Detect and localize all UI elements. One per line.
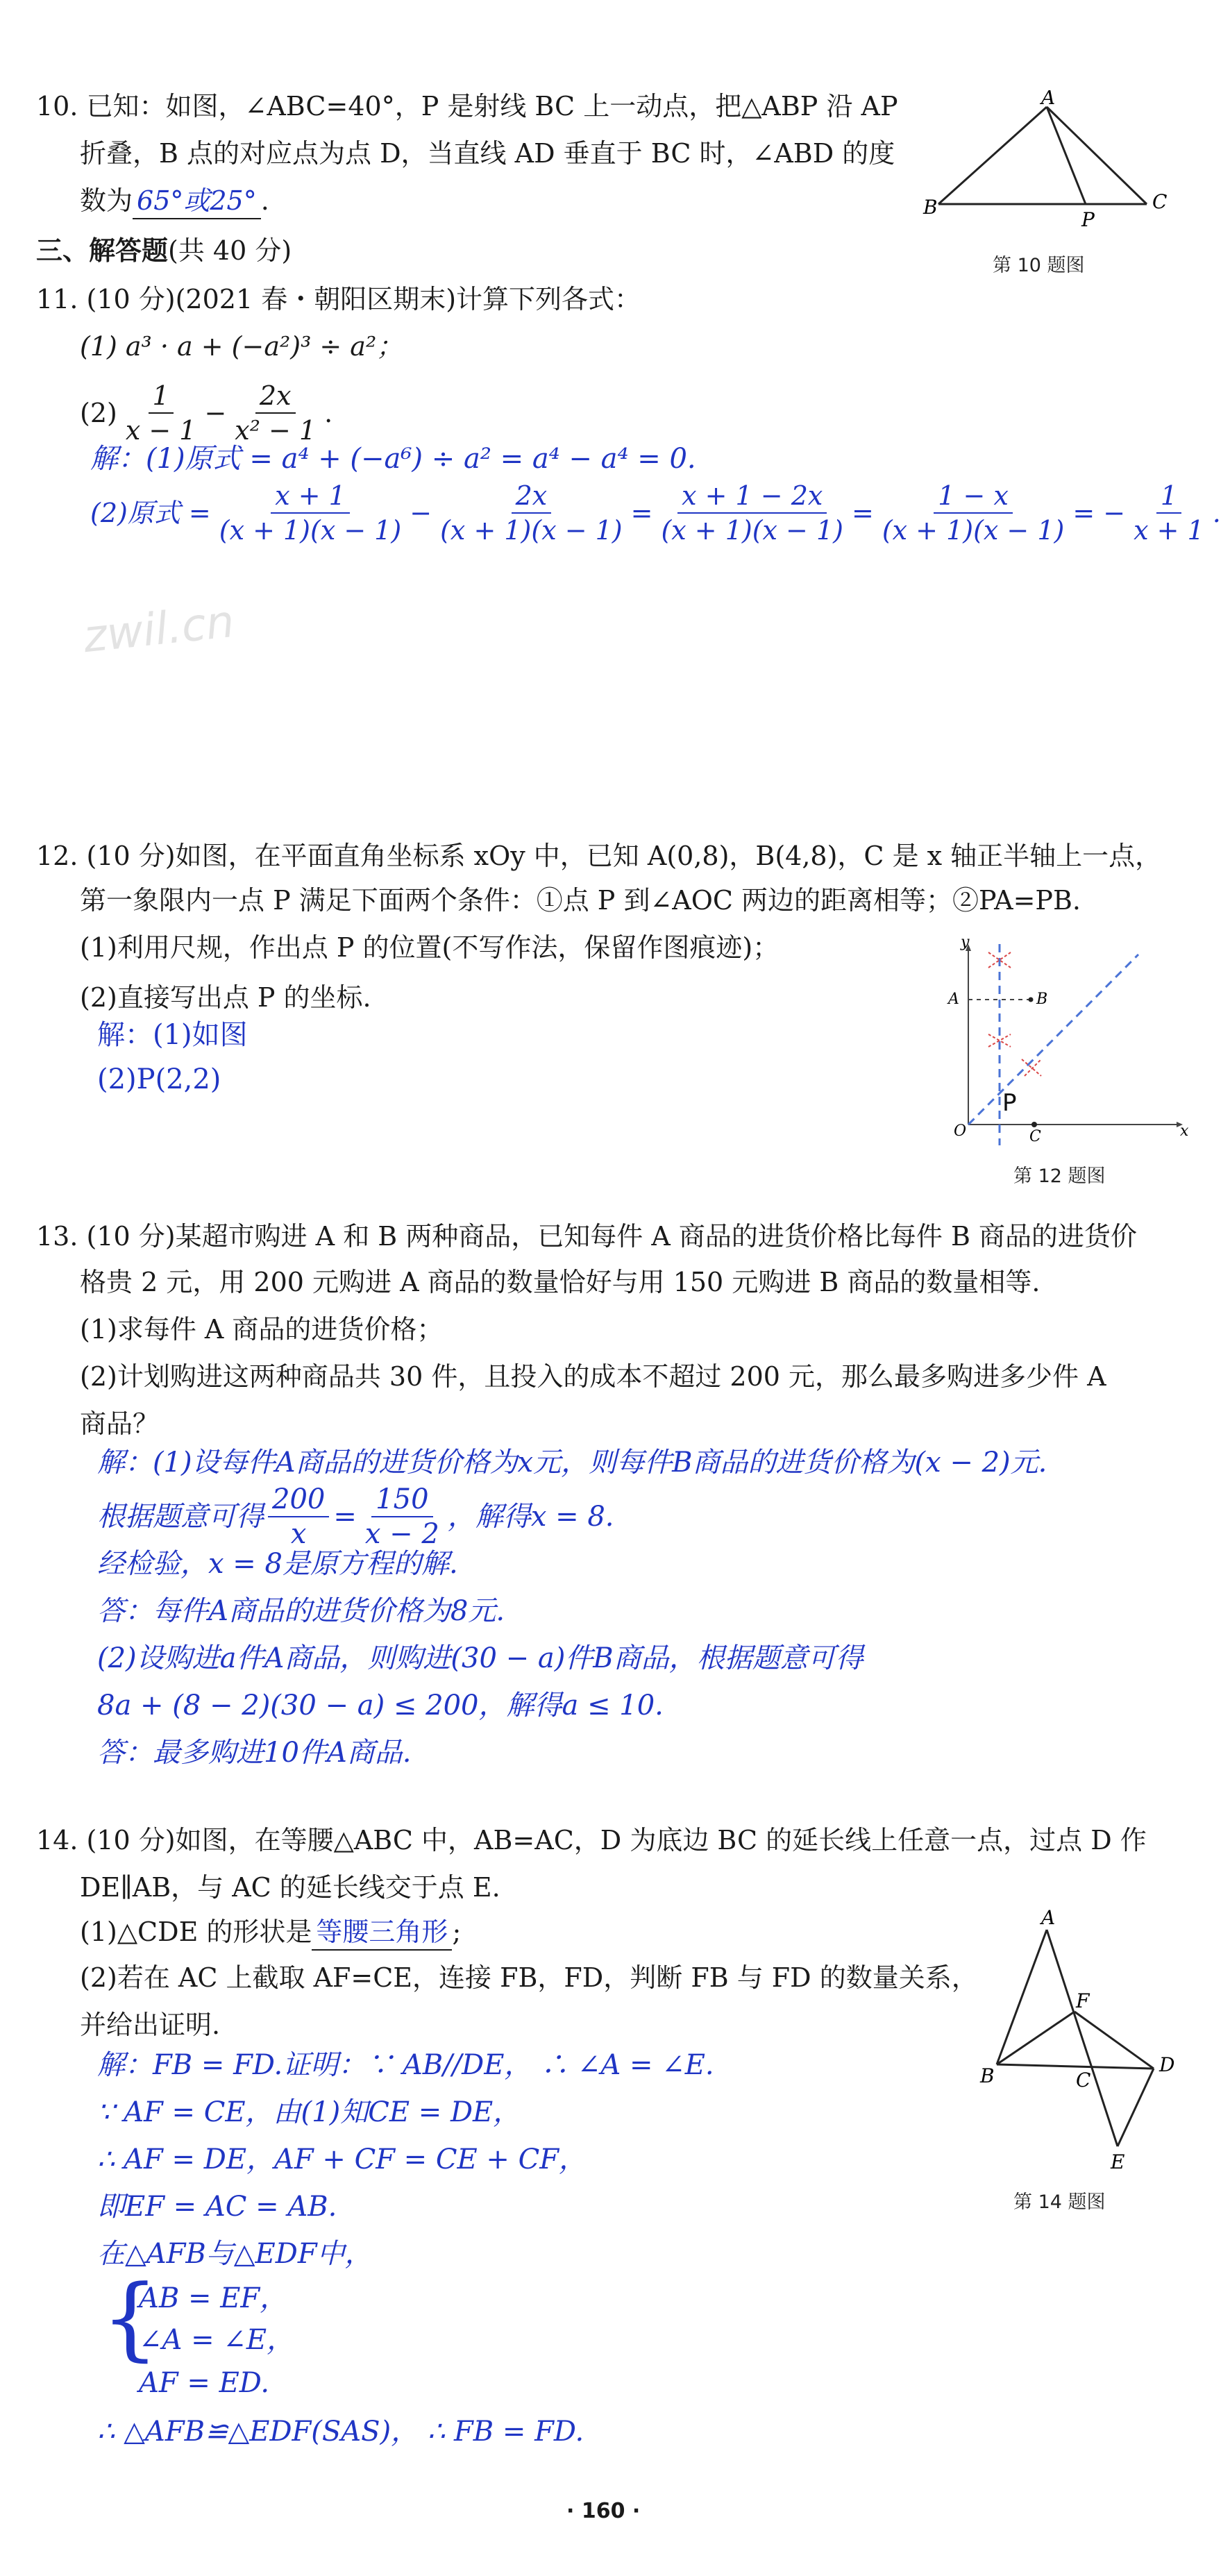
q12-solution2: (2)P(2,2)	[97, 1063, 221, 1095]
q14-line4: (2)若在 AC 上截取 AF=CE，连接 FB，FD，判断 FB 与 FD 的数量关系，	[80, 1962, 978, 1993]
q12-line3: (1)利用尺规，作出点 P 的位置(不写作法，保留作图痕迹)；	[80, 932, 780, 963]
q11-sol-frac1-den: (x + 1)(x − 1)	[219, 515, 402, 546]
q14-system-line1: AB = EF，	[139, 2282, 288, 2314]
q14-line5: 并给出证明.	[80, 2010, 221, 2040]
q12-label-p: P	[1002, 1089, 1017, 1117]
q13-sol2-prefix: 根据题意可得	[97, 1501, 264, 1533]
q13-sol2-frac1	[268, 1483, 329, 1551]
q11-sol-frac3-num: x + 1 − 2x	[677, 479, 827, 514]
q13-solution7: 答：最多购进10件A商品.	[97, 1737, 412, 1769]
q12-label-o: O	[954, 1122, 967, 1140]
q14-label-c: C	[1076, 2069, 1091, 2091]
q13-line2: 格贵 2 元，用 200 元购进 A 商品的数量恰好与用 150 元购进 B 商品的数量相等.	[80, 1267, 1041, 1297]
q11-sol-frac5	[1129, 479, 1208, 547]
q10-label-a: A	[1041, 90, 1056, 109]
q12-line2: 第一象限内一点 P 满足下面两个条件：①点 P 到∠AOC 两边的距离相等；②PA=PB.	[80, 885, 1081, 916]
q10-line3-suffix: .	[260, 185, 269, 216]
q11-sol-frac2-num: 2x	[512, 479, 552, 514]
q12-label-b: B	[1036, 991, 1048, 1008]
q11-sol-frac4-den: (x + 1)(x − 1)	[882, 515, 1065, 546]
q12-line1: 12. (10 分)如图，在平面直角坐标系 xOy 中，已知 A(0,8)，B(4,8)，C 是 x 轴正半轴上一点，	[36, 841, 1162, 871]
q14-line1: 14. (10 分)如图，在等腰△ABC 中，AB=AC，D 为底边 BC 的延长线上任意一点，过点 D 作	[36, 1825, 1147, 1855]
q14-system-line3: AF = ED.	[139, 2367, 270, 2399]
q11-solution1: 解：(1)原式 = a⁴ + (−a⁶) ÷ a² = a⁴ − a⁴ = 0.	[90, 443, 696, 475]
q13-sol2-frac2-num: 150	[371, 1483, 432, 1517]
q11-sol-op2: =	[630, 498, 653, 528]
q11-sol2-label: (2)原式 =	[90, 498, 211, 528]
q14-solution6: ∴ △AFB≌△EDF(SAS)， ∴ FB = FD.	[97, 2416, 584, 2448]
q13-sol2-frac2-den: x − 2	[364, 1518, 439, 1550]
q14-line3	[80, 1914, 461, 1951]
q13-solution1: 解：(1)设每件A商品的进货价格为x元，则每件B商品的进货价格为(x − 2)元.	[97, 1447, 1047, 1479]
q11-sol-frac4	[878, 479, 1069, 547]
q14-line3-prefix: (1)△CDE 的形状是	[80, 1917, 312, 1947]
q13-solution3: 经检验，x = 8是原方程的解.	[97, 1548, 458, 1580]
q11-part2-frac2	[230, 379, 320, 447]
q10-line3	[80, 183, 269, 219]
q14-solution2: ∵ AF = CE，由(1)知CE = DE，	[97, 2096, 521, 2128]
q11-part2	[80, 379, 332, 447]
q12-label-a: A	[948, 991, 959, 1008]
q11-sol-frac3-den: (x + 1)(x − 1)	[661, 515, 843, 546]
q14-label-a: A	[1041, 1909, 1056, 1929]
q11-sol-frac5-num: 1	[1156, 479, 1181, 514]
page-number: · 160 ·	[566, 2499, 641, 2523]
q10-answer: 65°或25°	[133, 183, 261, 219]
q13-line4: (2)计划购进这两种商品共 30 件，且投入的成本不超过 200 元，那么最多购进多少件 A	[80, 1361, 1106, 1392]
watermark: zwil.cn	[81, 596, 237, 664]
q14-solution3: ∴ AF = DE，AF + CF = CE + CF，	[97, 2144, 587, 2175]
q11-solution2	[90, 479, 1221, 547]
q14-line2: DE∥AB，与 AC 的延长线交于点 E.	[80, 1872, 500, 1903]
q11-sol-frac5-den: x + 1	[1134, 515, 1204, 546]
q11-part2-frac1-den: x − 1	[125, 415, 196, 446]
q14-caption: 第 14 题图	[1013, 2191, 1106, 2213]
q14-solution4: 即EF = AC = AB.	[97, 2191, 337, 2223]
q12-caption: 第 12 题图	[1013, 1165, 1106, 1187]
q11-stem: 11. (10 分)(2021 春・朝阳区期末)计算下列各式：	[36, 284, 641, 314]
section3-title: 三、解答题	[36, 235, 169, 266]
q13-sol2-frac2	[361, 1483, 444, 1551]
q13-solution4: 答：每件A商品的进货价格为8元.	[97, 1595, 505, 1627]
q11-part2-frac1	[121, 379, 201, 447]
q11-sol-frac1	[215, 479, 406, 547]
q12-line4: (2)直接写出点 P 的坐标.	[80, 982, 371, 1013]
q13-sol2-frac1-num: 200	[268, 1483, 329, 1517]
q14-label-e: E	[1111, 2150, 1125, 2173]
q11-part2-end: .	[324, 398, 333, 428]
section3-note: (共 40 分)	[168, 235, 292, 266]
q11-sol-frac4-num: 1 − x	[934, 479, 1013, 514]
q10-label-p: P	[1081, 208, 1095, 229]
q11-sol-end: .	[1212, 498, 1221, 528]
q11-part2-frac2-num: 2x	[255, 379, 296, 414]
q14-label-f: F	[1076, 1989, 1090, 2012]
q11-sol-frac2	[436, 479, 627, 547]
q11-sol-frac2-den: (x + 1)(x − 1)	[440, 515, 623, 546]
q12-label-c: C	[1029, 1128, 1041, 1145]
q13-sol2-eq: =	[333, 1501, 357, 1533]
q10-line1: 10. 已知：如图，∠ABC=40°，P 是射线 BC 上一动点，把△ABP 沿 AP	[36, 91, 898, 121]
q11-part1: (1) a³ · a + (−a²)³ ÷ a²；	[80, 331, 403, 362]
q11-part2-frac2-den: x² − 1	[235, 415, 317, 446]
q11-part2-label: (2)	[80, 398, 117, 428]
q13-line3: (1)求每件 A 商品的进货价格；	[80, 1314, 444, 1345]
q13-solution6: 8a + (8 − 2)(30 − a) ≤ 200，解得a ≤ 10.	[97, 1690, 664, 1721]
q11-sol-op3: =	[851, 498, 874, 528]
q11-sol-op4: = −	[1072, 498, 1126, 528]
q12-figure	[930, 930, 1194, 1145]
q12-label-y: y	[961, 934, 970, 951]
section3-heading	[36, 233, 292, 268]
q13-sol2-suffix: ，解得x = 8.	[447, 1501, 614, 1533]
q13-line1: 13. (10 分)某超市购进 A 和 B 两种商品，已知每件 A 商品的进货价格比每件 B 商品的进货价	[36, 1221, 1137, 1252]
q12-solution1: 解：(1)如图	[97, 1019, 248, 1051]
q11-sol-frac1-num: x + 1	[271, 479, 350, 514]
q11-part2-minus: −	[204, 398, 227, 428]
q13-sol2-frac1-den: x	[290, 1518, 307, 1550]
q10-line2: 折叠，B 点的对应点为点 D，当直线 AD 垂直于 BC 时，∠ABD 的度	[80, 138, 895, 169]
q14-label-b: B	[980, 2064, 995, 2087]
q14-line3-suffix: ;	[452, 1917, 462, 1947]
q10-label-b: B	[923, 196, 938, 219]
q13-line5: 商品？	[80, 1408, 160, 1439]
q14-answer1: 等腰三角形	[312, 1914, 452, 1951]
q11-part2-frac1-num: 1	[149, 379, 174, 414]
q10-line3-prefix: 数为	[80, 185, 133, 216]
q10-label-c: C	[1152, 190, 1168, 213]
system-brace: {	[101, 2265, 159, 2371]
q14-solution1: 解：FB = FD.证明：∵ AB//DE， ∴ ∠A = ∠E.	[97, 2049, 714, 2081]
q12-label-x: x	[1180, 1122, 1189, 1140]
q10-caption: 第 10 题图	[993, 255, 1085, 276]
q13-solution2	[97, 1483, 614, 1551]
q11-sol-op1: −	[410, 498, 432, 528]
q11-sol-frac3	[657, 479, 848, 547]
q14-label-d: D	[1159, 2053, 1175, 2076]
q10-figure	[916, 90, 1173, 229]
q14-figure	[972, 1909, 1208, 2180]
q13-solution5: (2)设购进a件A商品，则购进(30 − a)件B商品，根据题意可得	[97, 1642, 863, 1674]
q14-solution5: 在△AFB与△EDF中，	[97, 2238, 373, 2270]
q14-system-line2: ∠A = ∠E，	[139, 2324, 295, 2356]
